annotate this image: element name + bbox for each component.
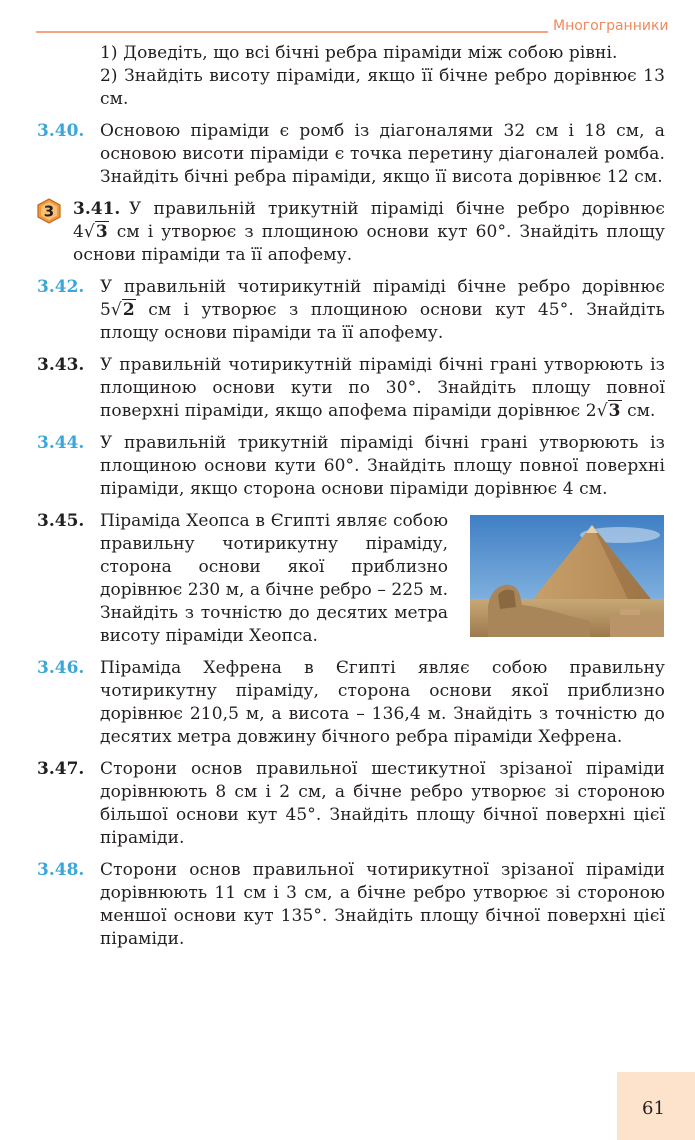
problem-text: Піраміда Хеопса в Єгипті являє собою правильну чотирикутну піраміду, сторона основи якої приблизно дорівнює 230 м, а бічне ребро – 225 м. Знайдіть з точністю до десятих метра висоту піраміди Хеопса.: [100, 511, 448, 646]
intro-line-2: 2) Знайдіть висоту піраміди, якщо її бічне ребро дорівнює 13 см.: [100, 66, 665, 109]
intro-line-1: 1) Доведіть, що всі бічні ребра піраміди між собою рівні.: [100, 43, 618, 63]
sqrt-radicand: 3: [608, 401, 621, 421]
problem-3-45: [0, 510, 695, 648]
problem-number: 3.47.: [37, 759, 85, 779]
problem-text-pre: У правильній чотирикутній піраміді бічне ребро дорівнює 5: [100, 277, 665, 320]
problem-text-post: см.: [621, 401, 656, 421]
problem-text: [100, 354, 665, 423]
problem-3-46: [0, 657, 695, 749]
page-number: 61: [642, 1098, 665, 1119]
level-3-badge-icon: [36, 198, 62, 224]
problem-number: 3.42.: [37, 277, 85, 297]
problem-3-47: [0, 758, 695, 850]
problem-3-42: [0, 276, 695, 345]
problem-number: 3.43.: [37, 355, 85, 375]
problem-number: 3.44.: [37, 433, 85, 453]
problem-3-48: [0, 859, 695, 951]
problem-3-41: [0, 198, 695, 267]
sqrt-expression: √2: [110, 300, 135, 320]
problem-number: 3.45.: [37, 511, 85, 531]
problem-continuation: [0, 42, 695, 111]
problem-text-post: см і утворює з площиною основи кут 45°. Знайдіть площу основи піраміди та її апофему.: [100, 300, 665, 343]
problem-text-pre: У правильній чотирикутній піраміді бічні грані утворюють із площиною основи кути по 30°. Знайдіть площу повної поверхні піраміди, якщо апофема піраміди дорівнює 2: [100, 355, 665, 421]
sqrt-expression: √3: [83, 222, 108, 242]
level-badge-label: 3: [43, 202, 55, 221]
problem-text: Сторони основ правильної чотирикутної зрізаної піраміди дорівнюють 11 см і 3 см, а бічне ребро утворює зі стороною меншої основи кут 135°. Знайдіть площу бічної поверхні цієї піраміди.: [100, 860, 665, 949]
problem-number: 3.40.: [37, 121, 85, 141]
problem-number: 3.41.: [73, 199, 121, 219]
header-rule: [36, 31, 548, 33]
problem-text-pre: У правильній трикутній піраміді бічне ребро дорівнює 4: [73, 199, 665, 242]
page-header-title: Многогранники: [553, 18, 669, 34]
sqrt-radicand: 3: [95, 222, 108, 242]
sqrt-radicand: 2: [122, 300, 135, 320]
problem-text: Сторони основ правильної шестикутної зрізаної піраміди дорівнюють 8 см і 2 см, а бічне ребро утворює зі стороною більшої основи кут 45°. Знайдіть площу бічної поверхні цієї піраміди.: [100, 759, 665, 848]
problem-number: 3.46.: [37, 658, 85, 678]
problem-number: 3.48.: [37, 860, 85, 880]
problem-3-44: [0, 432, 695, 501]
problem-text: Основою піраміди є ромб із діагоналями 32 см і 18 см, а основою висоти піраміди є точка перетину діагоналей ромба. Знайдіть бічні ребра піраміди, якщо її висота дорівнює 12 см.: [100, 121, 665, 187]
problem-text: Піраміда Хефрена в Єгипті являє собою правильну чотирикутну піраміду, сторона основи якої приблизно дорівнює 210,5 м, а висота – 136,4 м. Знайдіть з точністю до десятих метра довжину бічного ребра піраміди Хефрена.: [100, 658, 665, 747]
sqrt-expression: √3: [596, 401, 621, 421]
problem-3-43: [0, 354, 695, 423]
pyramid-sphinx-photo: [470, 515, 664, 637]
problem-text: У правильній трикутній піраміді бічні грані утворюють із площиною основи кути 60°. Знайдіть площу повної поверхні піраміди, якщо сторона основи піраміди дорівнює 4 см.: [100, 433, 665, 499]
problem-text: [100, 276, 665, 345]
problem-3-40: [0, 120, 695, 189]
page-content: [0, 42, 695, 960]
problem-text-post: см і утворює з площиною основи кут 60°. Знайдіть площу основи піраміди та її апофему.: [73, 222, 665, 265]
problem-text: [73, 198, 665, 267]
